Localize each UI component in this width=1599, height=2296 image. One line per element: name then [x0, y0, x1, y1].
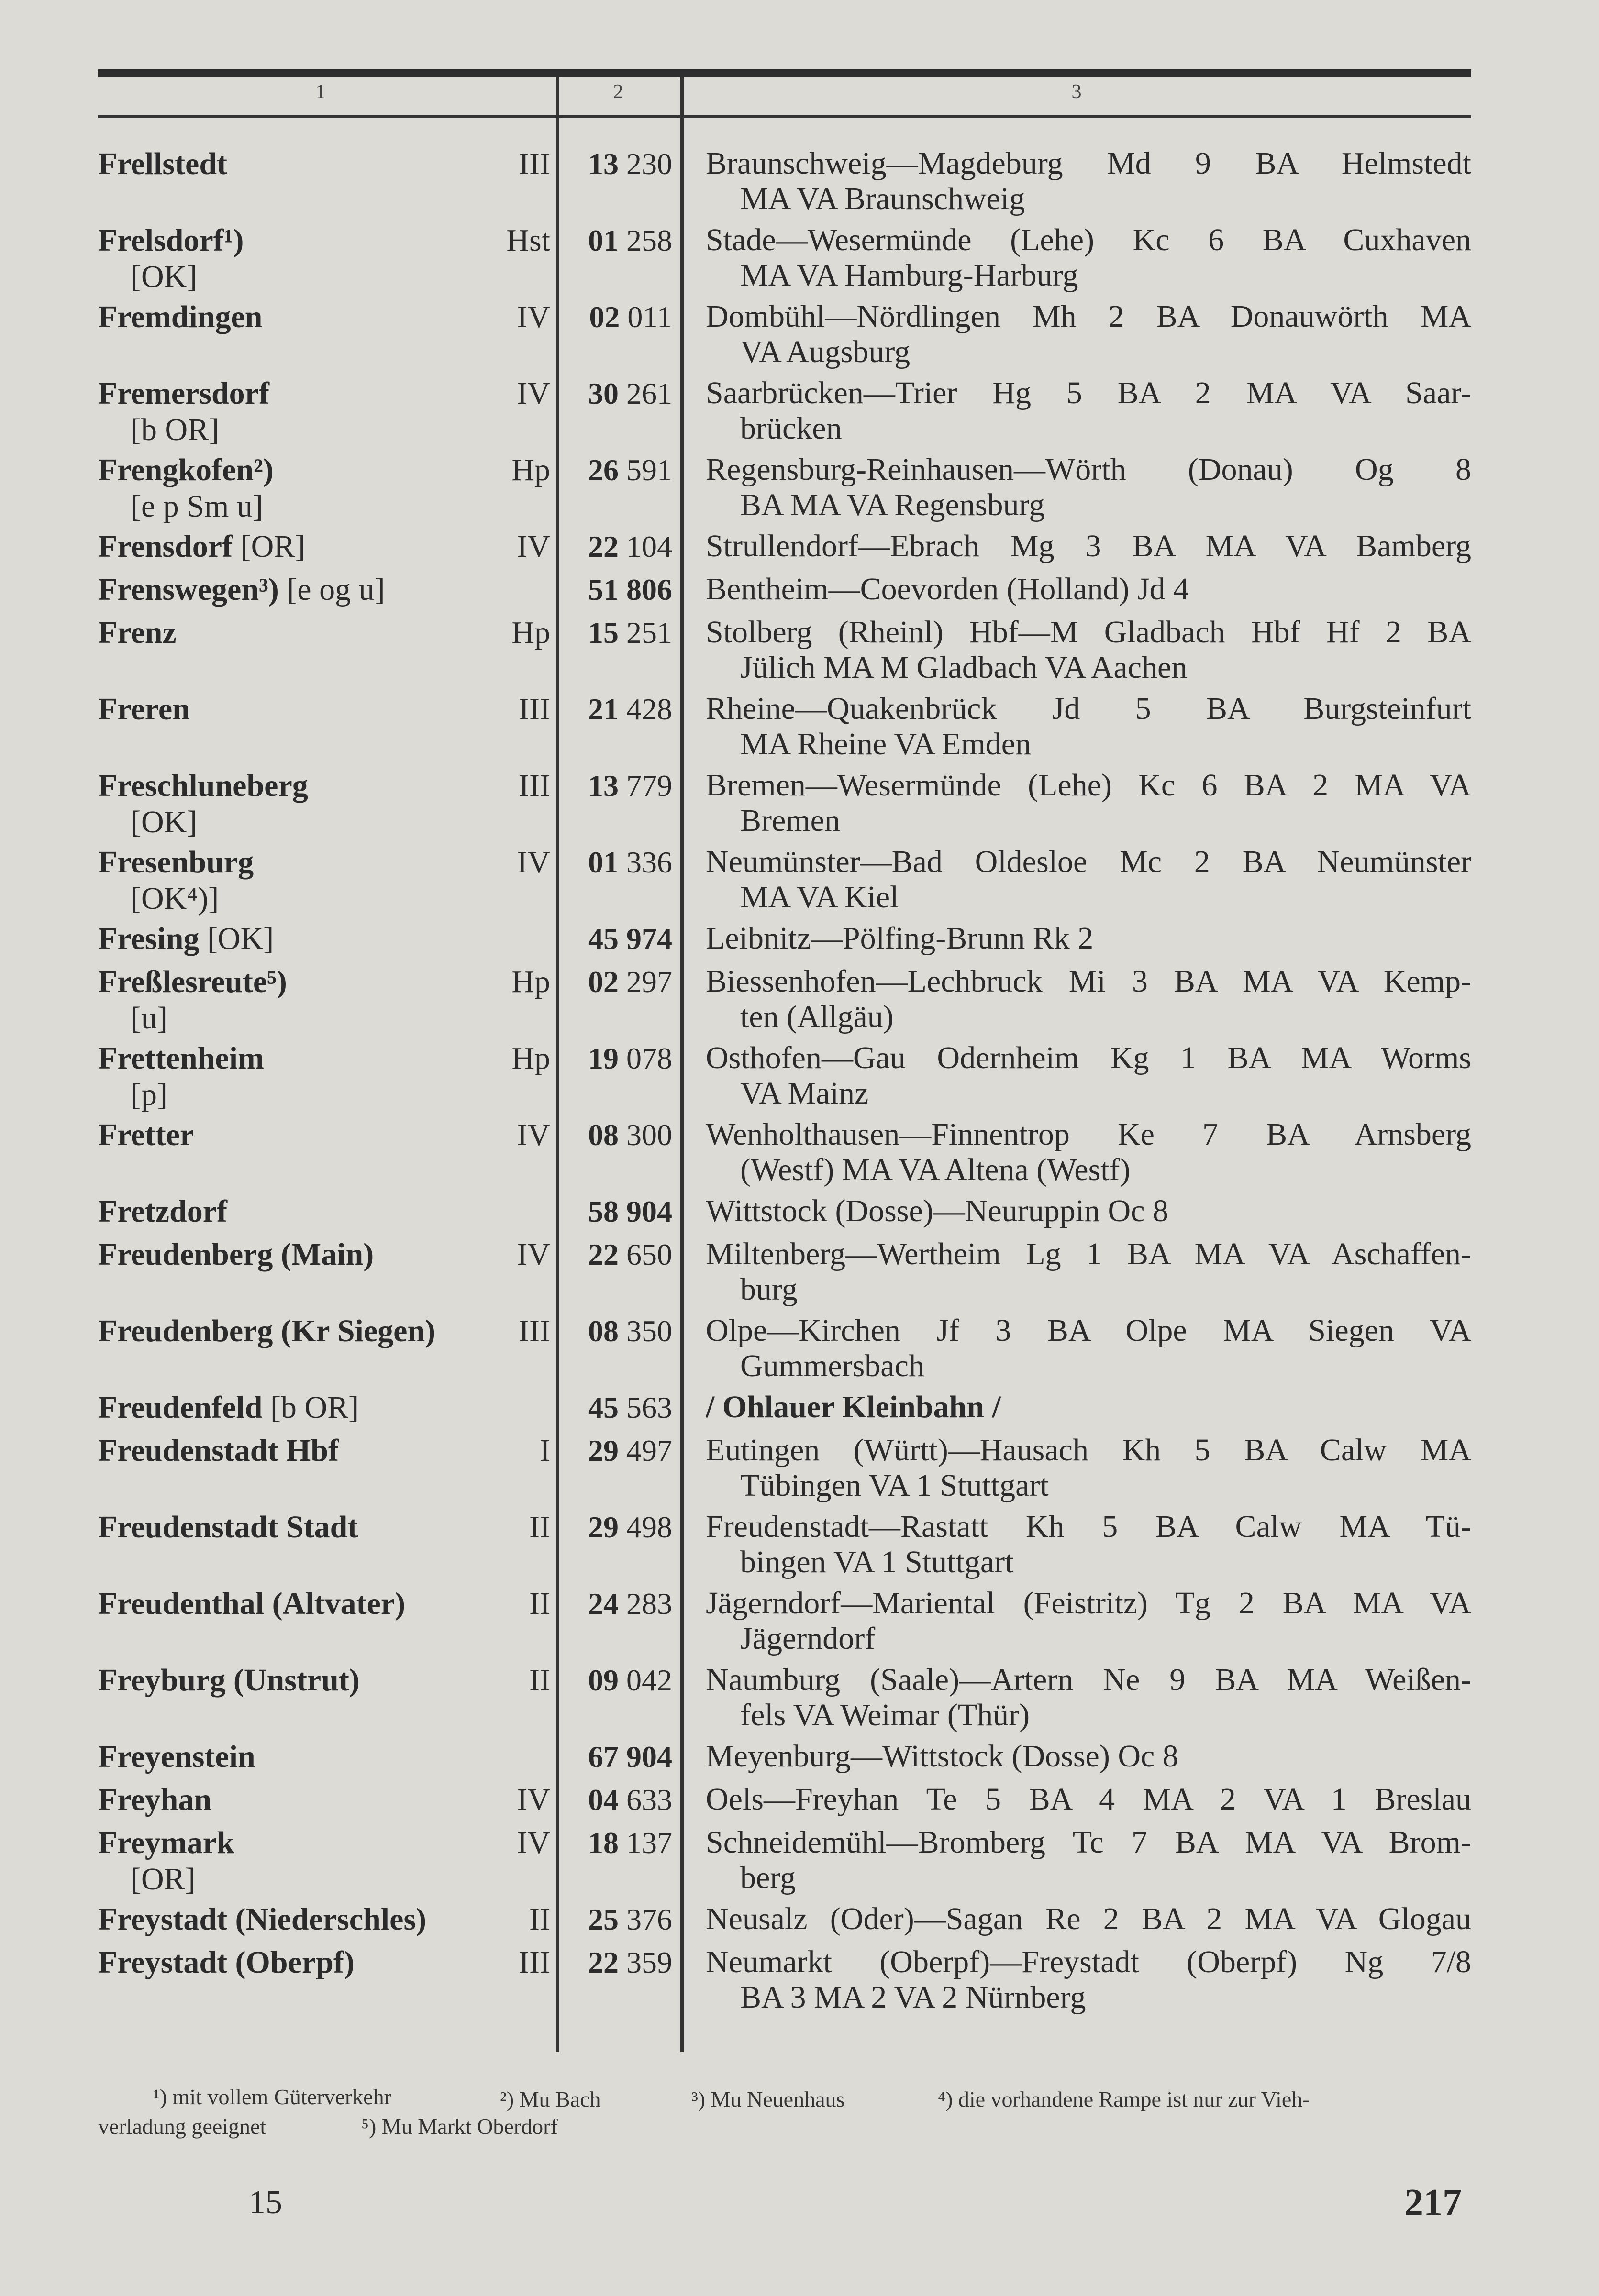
station-class: IV [517, 1237, 550, 1272]
column-divider-1 [556, 77, 559, 2052]
station-class: Hp [511, 964, 550, 999]
station-code: [u] [131, 1001, 167, 1036]
station-class: IV [517, 845, 550, 880]
route-line-continued: MA VA Braunschweig [740, 181, 1025, 216]
route-description [706, 1236, 1471, 1307]
station-class: I [540, 1433, 550, 1468]
station-number [569, 1782, 672, 1818]
station-number [569, 529, 672, 565]
route-line: Wenholthausen—Finnentrop Ke 7 BA Arnsberg [706, 1117, 1471, 1152]
station-number [569, 572, 672, 608]
route-description [706, 691, 1471, 762]
station-name-cell [98, 921, 553, 957]
station-name: Freren [98, 692, 190, 727]
station-number-prefix: 01 [588, 223, 619, 257]
station-number [569, 1509, 672, 1545]
footnote-3: ³) Mu Neuenhaus [691, 2087, 845, 2111]
station-code: [OR] [233, 529, 306, 564]
route-description [706, 529, 1471, 564]
station-number-suffix: 806 [626, 573, 672, 607]
station-name: Freudenstadt Hbf [98, 1433, 339, 1468]
station-number-suffix: 498 [626, 1510, 672, 1544]
station-name: Freudenthal (Altvater) [98, 1586, 406, 1621]
route-line: Stade—Wesermünde (Lehe) Kc 6 BA Cuxhaven [706, 222, 1471, 257]
station-class: III [519, 692, 550, 727]
route-line-continued: VA Augsburg [740, 334, 911, 369]
route-line: Schneidemühl—Bromberg Tc 7 BA MA VA Brom- [706, 1825, 1471, 1860]
station-number [569, 844, 672, 881]
station-number-prefix: 19 [588, 1041, 619, 1075]
station-number [569, 1433, 672, 1469]
station-class: III [519, 146, 550, 181]
route-line-continued: Jägerndorf [740, 1621, 876, 1656]
route-line: Osthofen—Gau Odernheim Kg 1 BA MA Worms [706, 1040, 1471, 1075]
route-description [706, 1662, 1471, 1733]
route-description [706, 146, 1471, 217]
route-description [706, 964, 1471, 1035]
station-number-prefix: 30 [588, 376, 619, 410]
station-number [569, 691, 672, 728]
station-code: [p] [131, 1077, 167, 1112]
route-line-continued: Bremen [740, 803, 840, 838]
footnote-1: ¹) mit vollem Güterverkehr [153, 2085, 391, 2109]
route-description [706, 1040, 1471, 1111]
route-description [706, 1901, 1471, 1937]
station-name: Freudenstadt Stadt [98, 1510, 358, 1545]
station-class: Hp [511, 615, 550, 650]
route-description [706, 844, 1471, 915]
route-line: Olpe—Kirchen Jf 3 BA Olpe MA Siegen VA [706, 1313, 1471, 1348]
station-number-prefix: 45 [588, 1391, 619, 1424]
route-line: Miltenberg—Wertheim Lg 1 BA MA VA Aschaffen- [706, 1236, 1471, 1271]
route-line: Wittstock (Dosse)—Neuruppin Oc 8 [706, 1193, 1168, 1228]
route-line: Leibnitz—Pölfing-Brunn Rk 2 [706, 921, 1094, 956]
station-name: Freyenstein [98, 1739, 255, 1774]
station-number [569, 1313, 672, 1349]
route-description [706, 299, 1471, 370]
station-number [569, 1739, 672, 1775]
station-code: [e og u] [278, 572, 385, 607]
station-number-prefix: 29 [588, 1434, 619, 1468]
top-rule [98, 69, 1471, 77]
footnote-2: ²) Mu Bach [500, 2087, 601, 2111]
route-line: Saarbrücken—Trier Hg 5 BA 2 MA VA Saar- [706, 375, 1471, 410]
station-class: II [529, 1902, 550, 1937]
station-name: Freschluneberg [98, 768, 308, 803]
station-number [569, 299, 672, 335]
route-description [706, 222, 1471, 293]
route-line: Stolberg (Rheinl) Hbf—M Gladbach Hbf Hf 2 BA [706, 615, 1471, 650]
route-line: Eutingen (Württ)—Hausach Kh 5 BA Calw MA [706, 1433, 1471, 1468]
station-number-prefix: 22 [588, 1945, 619, 1979]
station-number-prefix: 13 [588, 147, 619, 181]
station-number-prefix: 45 [588, 922, 619, 956]
station-name-cell [98, 1739, 553, 1775]
station-code: [OR] [131, 1862, 196, 1897]
route-description [706, 1782, 1471, 1817]
route-line: Biessenhofen—Lechbruck Mi 3 BA MA VA Kemp- [706, 964, 1471, 999]
station-name: Freyhan [98, 1782, 212, 1817]
route-description [706, 768, 1471, 839]
station-number-suffix: 042 [626, 1663, 672, 1697]
station-number-suffix: 904 [626, 1740, 672, 1774]
station-name: Frenswegen³) [98, 572, 279, 607]
route-line: Jägerndorf—Mariental (Feistritz) Tg 2 BA MA VA [706, 1586, 1471, 1621]
route-line-continued: fels VA Weimar (Thür) [740, 1698, 1030, 1733]
station-class: IV [517, 529, 550, 564]
station-name: Freyburg (Unstrut) [98, 1663, 360, 1698]
station-name: Fresenburg [98, 845, 254, 880]
station-number [569, 146, 672, 182]
station-class: IV [517, 376, 550, 411]
station-class: IV [517, 1825, 550, 1860]
station-number-prefix: 13 [588, 769, 619, 803]
station-number-suffix: 974 [626, 922, 672, 956]
route-description [706, 1739, 1471, 1774]
station-class: II [529, 1663, 550, 1698]
station-name-cell [98, 1193, 553, 1230]
station-number-suffix: 428 [626, 692, 672, 726]
route-line-continued: Jülich MA M Gladbach VA Aachen [740, 650, 1188, 685]
station-number [569, 768, 672, 804]
station-number-suffix: 297 [626, 965, 672, 999]
station-number [569, 921, 672, 957]
footnote-5: ⁵) Mu Markt Oberdorf [361, 2114, 558, 2139]
route-line-continued: BA 3 MA 2 VA 2 Nürnberg [740, 1980, 1086, 2015]
station-number-prefix: 02 [588, 965, 619, 999]
station-number [569, 1040, 672, 1077]
station-class: Hp [511, 453, 550, 487]
station-number [569, 452, 672, 488]
route-description [706, 921, 1471, 956]
route-line-continued: (Westf) MA VA Altena (Westf) [740, 1152, 1131, 1187]
station-name: Frengkofen²) [98, 453, 274, 487]
station-code: [e p Sm u] [131, 489, 263, 524]
route-line: Rheine—Quakenbrück Jd 5 BA Burgsteinfurt [706, 691, 1471, 726]
station-number-suffix: 497 [626, 1434, 672, 1468]
header-rule [98, 115, 1471, 118]
station-class: III [519, 1945, 550, 1980]
footnote-4-continued: verladung geeignet [98, 2114, 266, 2139]
route-description [706, 1825, 1471, 1896]
station-code: [OK⁴)] [131, 881, 219, 916]
station-number-suffix: 230 [626, 147, 672, 181]
route-line: Dombühl—Nördlingen Mh 2 BA Donauwörth MA [706, 299, 1471, 334]
station-number-suffix: 350 [626, 1314, 672, 1348]
route-line: Freudenstadt—Rastatt Kh 5 BA Calw MA Tü- [706, 1509, 1471, 1544]
station-number-prefix: 15 [588, 616, 619, 650]
station-number [569, 1662, 672, 1699]
route-line-continued: VA Mainz [740, 1076, 869, 1111]
station-number [569, 375, 672, 412]
station-code: [b OR] [262, 1390, 359, 1425]
station-number [569, 1901, 672, 1938]
station-number-prefix: 04 [588, 1783, 619, 1817]
station-name: Fremdingen [98, 299, 263, 334]
station-name: Freßlesreute⁵) [98, 964, 287, 999]
station-name: Fremersdorf [98, 376, 269, 411]
station-name: Freymark [98, 1825, 234, 1860]
station-number-suffix: 251 [626, 616, 672, 650]
route-line-continued: brücken [740, 411, 842, 446]
station-number-prefix: 08 [588, 1314, 619, 1348]
station-number-prefix: 22 [588, 530, 619, 563]
station-number-prefix: 51 [588, 573, 619, 607]
route-line: Bremen—Wesermünde (Lehe) Kc 6 BA 2 MA VA [706, 768, 1471, 803]
route-line: Braunschweig—Magdeburg Md 9 BA Helmstedt [706, 146, 1471, 181]
station-number-prefix: 21 [588, 692, 619, 726]
station-number-suffix: 779 [626, 769, 672, 803]
station-class: II [529, 1586, 550, 1621]
station-name: Fresing [98, 921, 200, 956]
station-number-suffix: 591 [626, 453, 672, 487]
route-line-continued: Tübingen VA 1 Stuttgart [740, 1468, 1049, 1503]
station-number [569, 1117, 672, 1153]
station-code: [OK] [131, 805, 198, 839]
route-line: Strullendorf—Ebrach Mg 3 BA MA VA Bamberg [706, 529, 1471, 563]
route-line: Oels—Freyhan Te 5 BA 4 MA 2 VA 1 Breslau [706, 1782, 1471, 1817]
route-description [706, 615, 1471, 685]
station-number-suffix: 376 [626, 1902, 672, 1936]
route-line-continued: ten (Allgäu) [740, 999, 894, 1034]
station-class: IV [517, 299, 550, 334]
station-number-suffix: 137 [626, 1826, 672, 1860]
column-divider-2 [680, 77, 684, 2052]
signature-number: 15 [249, 2184, 282, 2221]
route-line-continued: Gummersbach [740, 1348, 924, 1383]
station-number [569, 1193, 672, 1230]
station-number-suffix: 283 [626, 1587, 672, 1621]
station-number-prefix: 29 [588, 1510, 619, 1544]
station-number [569, 222, 672, 259]
station-number-suffix: 359 [626, 1945, 672, 1979]
station-name: Fretzdorf [98, 1194, 227, 1229]
station-number-prefix: 24 [588, 1587, 619, 1621]
station-number [569, 1390, 672, 1426]
station-name: Frettenheim [98, 1041, 264, 1076]
station-name-cell [98, 572, 553, 608]
station-name: Freystadt (Niederschles) [98, 1902, 427, 1937]
station-number-suffix: 011 [627, 300, 672, 334]
route-line: Meyenburg—Wittstock (Dosse) Oc 8 [706, 1739, 1178, 1774]
station-name: Frelsdorf¹) [98, 223, 244, 258]
station-number [569, 964, 672, 1000]
station-number-prefix: 01 [588, 845, 619, 879]
column-number-2: 2 [613, 81, 623, 103]
station-name: Freudenberg (Main) [98, 1237, 374, 1272]
route-description [706, 1944, 1471, 2015]
station-name-cell [98, 1390, 553, 1426]
route-description [706, 1193, 1471, 1229]
route-description [706, 1313, 1471, 1384]
route-line-continued: burg [740, 1272, 798, 1307]
route-line: Bentheim—Coevorden (Holland) Jd 4 [706, 572, 1189, 607]
station-class: III [519, 1314, 550, 1348]
station-number-prefix: 26 [588, 453, 619, 487]
station-number [569, 615, 672, 651]
route-description [706, 1586, 1471, 1656]
station-class: III [519, 768, 550, 803]
station-name: Freudenfeld [98, 1390, 263, 1425]
station-number-prefix: 67 [588, 1740, 619, 1774]
station-number [569, 1825, 672, 1861]
station-class: Hst [506, 223, 550, 258]
route-line: Neumünster—Bad Oldesloe Mc 2 BA Neumünster [706, 844, 1471, 879]
station-class: IV [517, 1117, 550, 1152]
station-name: Frensdorf [98, 529, 233, 564]
station-name: Freystadt (Oberpf) [98, 1945, 355, 1980]
page-number: 217 [1404, 2182, 1462, 2224]
station-number-prefix: 08 [588, 1118, 619, 1152]
station-number-suffix: 633 [626, 1783, 672, 1817]
route-description [706, 452, 1471, 523]
station-number [569, 1586, 672, 1622]
station-number-suffix: 104 [626, 530, 672, 563]
route-line: Regensburg-Reinhausen—Wörth (Donau) Og 8 [706, 452, 1471, 487]
column-number-1: 1 [315, 81, 326, 103]
route-line: / Ohlauer Kleinbahn / [706, 1390, 1001, 1424]
route-description [706, 1433, 1471, 1503]
station-number-prefix: 58 [588, 1194, 619, 1228]
route-description [706, 1509, 1471, 1580]
route-description [706, 1390, 1471, 1425]
route-line: Neusalz (Oder)—Sagan Re 2 BA 2 MA VA Glogau [706, 1901, 1471, 1936]
station-name: Fretter [98, 1117, 194, 1152]
station-code: [OK] [199, 921, 274, 956]
station-number-prefix: 09 [588, 1663, 619, 1697]
route-line-continued: bingen VA 1 Stuttgart [740, 1545, 1014, 1579]
route-line-continued: MA Rheine VA Emden [740, 727, 1032, 762]
footnote-4: ⁴) die vorhandene Rampe ist nur zur Vieh- [938, 2087, 1310, 2111]
route-line: Naumburg (Saale)—Artern Ne 9 BA MA Weißen- [706, 1662, 1471, 1697]
route-line-continued: MA VA Hamburg-Harburg [740, 258, 1078, 293]
station-number-prefix: 18 [588, 1826, 619, 1860]
station-number-prefix: 25 [588, 1902, 619, 1936]
route-line-continued: MA VA Kiel [740, 880, 899, 915]
station-class: IV [517, 1782, 550, 1817]
station-name: Frenz [98, 615, 177, 650]
station-number-suffix: 078 [626, 1041, 672, 1075]
station-number [569, 1944, 672, 1981]
station-number-prefix: 22 [588, 1237, 619, 1271]
column-number-3: 3 [1071, 81, 1082, 103]
station-code: [b OR] [131, 412, 220, 447]
station-number-suffix: 563 [626, 1391, 672, 1424]
station-number-suffix: 261 [626, 376, 672, 410]
station-number-suffix: 904 [626, 1194, 672, 1228]
route-line-continued: BA MA VA Regensburg [740, 487, 1045, 522]
station-class: Hp [511, 1041, 550, 1076]
station-name: Frellstedt [98, 146, 228, 181]
station-number-suffix: 258 [626, 223, 672, 257]
station-class: II [529, 1510, 550, 1545]
station-code: [OK] [131, 259, 198, 294]
station-number-suffix: 300 [626, 1118, 672, 1152]
station-number-suffix: 336 [626, 845, 672, 879]
station-name: Freudenberg (Kr Siegen) [98, 1314, 436, 1348]
route-line-continued: berg [740, 1860, 796, 1895]
station-number [569, 1236, 672, 1273]
route-description [706, 572, 1471, 607]
station-number-suffix: 650 [626, 1237, 672, 1271]
route-description [706, 1117, 1471, 1188]
route-line: Neumarkt (Oberpf)—Freystadt (Oberpf) Ng 7/8 [706, 1944, 1471, 1979]
route-description [706, 375, 1471, 446]
station-number-prefix: 02 [589, 300, 620, 334]
